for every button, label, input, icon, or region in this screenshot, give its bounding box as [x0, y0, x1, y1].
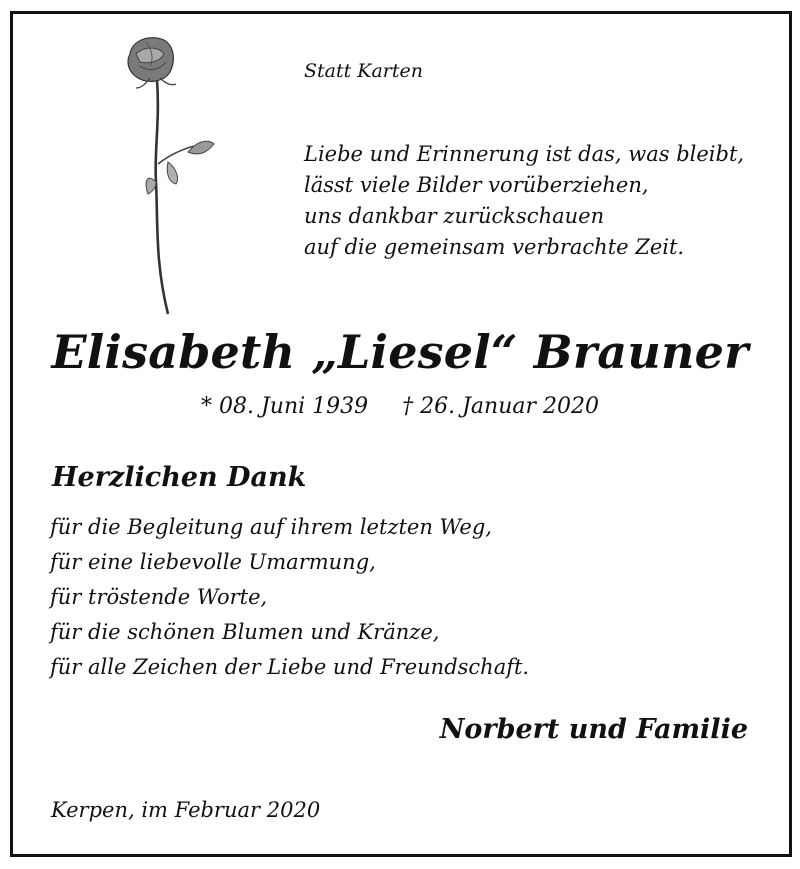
signature: Norbert und Familie — [439, 714, 748, 745]
death-date: † 26. Januar 2020 — [402, 394, 600, 419]
life-dates — [0, 394, 800, 419]
deceased-name: Elisabeth „Liesel“ Brauner — [51, 325, 749, 379]
place-date: Kerpen, im Februar 2020 — [51, 798, 321, 822]
rose-icon — [110, 32, 220, 317]
thanks-line: für die Begleitung auf ihrem letzten Weg, — [50, 515, 492, 539]
birth-date: * 08. Juni 1939 — [200, 394, 369, 419]
poem-line: auf die gemeinsam verbrachte Zeit. — [304, 235, 685, 259]
thanks-line: für die schönen Blumen und Kränze, — [50, 620, 440, 644]
thanks-line: für alle Zeichen der Liebe und Freundschaft. — [50, 655, 530, 679]
intro-text: Statt Karten — [304, 60, 424, 82]
poem-line: uns dankbar zurückschauen — [304, 204, 605, 228]
thanks-title: Herzlichen Dank — [52, 462, 307, 493]
thanks-line: für tröstende Worte, — [50, 585, 268, 609]
poem-line: lässt viele Bilder vorüberziehen, — [304, 173, 649, 197]
poem — [304, 139, 744, 263]
thanks-list — [50, 510, 529, 685]
poem-line: Liebe und Erinnerung ist das, was bleibt, — [304, 142, 745, 166]
thanks-line: für eine liebevolle Umarmung, — [50, 550, 376, 574]
